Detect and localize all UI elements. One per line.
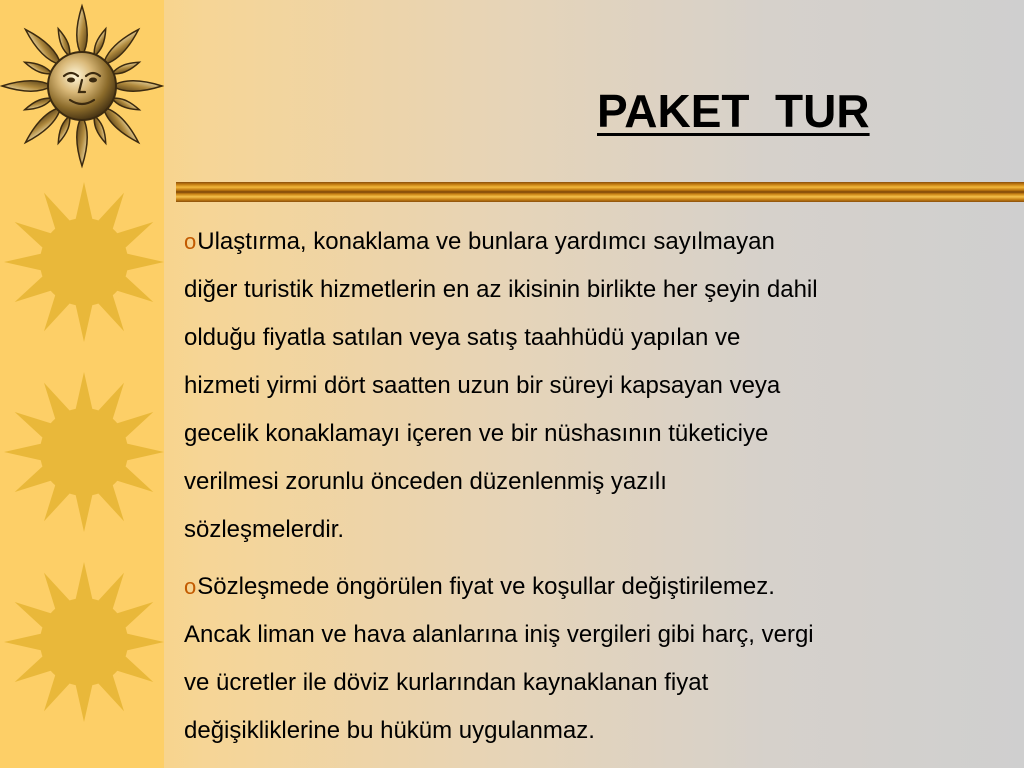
bullet-line: verilmesi zorunlu önceden düzenlenmiş yazılı: [184, 468, 667, 495]
slide-title: PAKET TUR: [597, 85, 870, 137]
bullet-line: sözleşmelerdir.: [184, 516, 345, 543]
sidebar-art: [0, 0, 164, 768]
bullet-line: olduğu fiyatla satılan veya satış taahhüdü yapılan ve: [184, 324, 741, 351]
bullet-line: hizmeti yirmi dört saatten uzun bir süreyi kapsayan veya: [184, 372, 781, 399]
bullet-line: Sözleşmede öngörülen fiyat ve koşullar değiştirilemez.: [197, 573, 775, 600]
sun-icon: [4, 562, 164, 722]
slide-body: [184, 218, 974, 755]
title-divider: [176, 182, 1024, 202]
bullet-line: gecelik konaklamayı içeren ve bir nüshasının tüketiciye: [184, 420, 769, 447]
decorative-sidebar: [0, 0, 164, 768]
bullet-line: Ulaştırma, konaklama ve bunlara yardımcı sayılmayan: [197, 228, 775, 255]
sun-icon: [4, 372, 164, 532]
bullet-marker-icon: o: [184, 229, 197, 254]
bullet-line: değişikliklerine bu hüküm uygulanmaz.: [184, 717, 595, 744]
bullet-item: [184, 563, 974, 755]
sun-face-medallion-icon: [2, 6, 162, 166]
bullet-line: Ancak liman ve hava alanlarına iniş vergileri gibi harç, vergi: [184, 621, 814, 648]
bullet-line: ve ücretler ile döviz kurlarından kaynaklanan fiyat: [184, 669, 709, 696]
bullet-marker-icon: o: [184, 574, 197, 599]
sun-icon: [4, 182, 164, 342]
bullet-item: [184, 218, 974, 554]
bullet-line: diğer turistik hizmetlerin en az ikisinin birlikte her şeyin dahil: [184, 276, 818, 303]
